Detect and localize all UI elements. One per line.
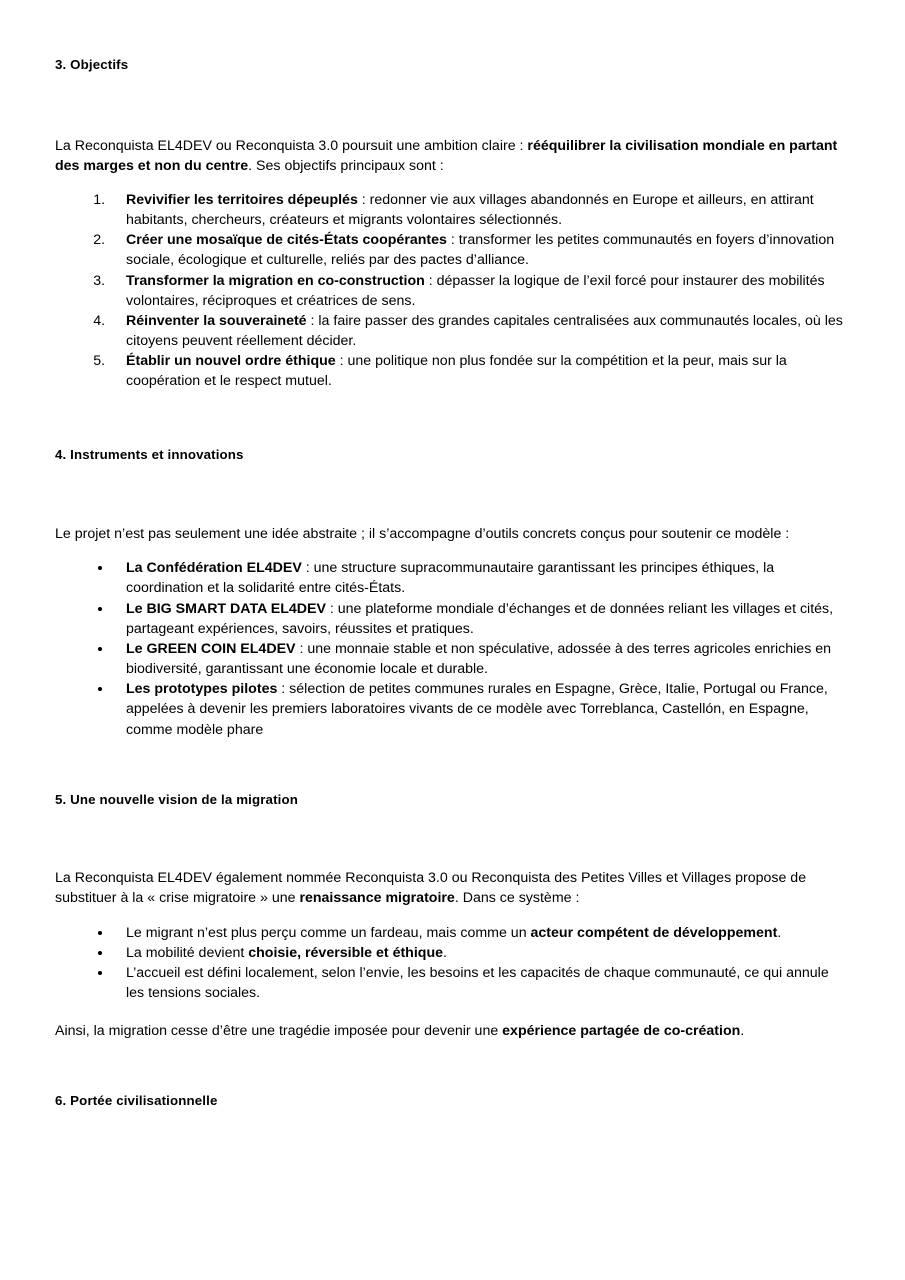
list-item-text-after: . [777,924,782,941]
intro-text-before: La Reconquista EL4DEV ou Reconquista 3.0 poursuit une ambition claire : [55,137,528,154]
list-item [113,963,850,1003]
list-item [113,923,850,943]
list-item [113,679,850,739]
list-item-text: : redonner vie aux villages abandonnés en Europe et ailleurs, en attirant habitants, chercheurs, créateurs et migrants volontaires sélectionnés. [126,191,814,229]
document-body [55,0,850,1110]
list-item-title: Réinventer la souveraineté [126,312,307,329]
section-heading-objectifs: 3. Objectifs [55,57,129,72]
paragraph-objectifs-intro [55,136,850,176]
section-heading-instruments: 4. Instruments et innovations [55,447,244,463]
section-heading-migration: 5. Une nouvelle vision de la migration [55,791,298,807]
list-item [109,271,850,311]
list-item-text: : une monnaie stable et non spéculative, adossée à des terres agricoles enrichies en biodiversité, garantissant une économie locale et durable. [126,640,832,678]
list-item [113,639,850,679]
list-item-text-after: . [443,944,447,961]
instruments-list [55,558,850,739]
closing-text-after: . [740,1023,745,1040]
list-item-text: : sélection de petites communes rurales en Espagne, Grèce, Italie, Portugal ou France, appelées à devenir les premiers laboratoires vivants de ce modèle avec Torreblanca, Castellón, en Espagne, comme modèle phare [126,681,828,738]
list-item-text: : la faire passer des grandes capitales centralisées aux communautés locales, où les citoyens peuvent réellement décider. [126,312,843,350]
objectifs-list [55,190,850,392]
list-item-text: : une plateforme mondiale d’échanges et de données reliant les villages et cités, partageant expériences, savoirs, réussites et pratiques. [126,600,834,637]
list-item-title: Revivifier les territoires dépeuplés [126,191,358,208]
list-item-text: : une politique non plus fondée sur la compétition et la peur, mais sur la coopération et le respect mutuel. [126,353,787,390]
intro-text-bold: renaissance migratoire [299,890,455,907]
list-item-title: Transformer la migration en co-construction [126,272,425,289]
paragraph-instruments-intro: Le projet n’est pas seulement une idée abstraite ; il s’accompagne d’outils concrets conçus pour soutenir ce modèle : [55,526,790,543]
intro-text-before: La Reconquista EL4DEV également nommée Reconquista 3.0 ou Reconquista des Petites Villes et Villages propose de substituer à la « crise migratoire » une [55,870,807,907]
intro-text-after: . Ses objectifs principaux sont : [248,157,444,174]
list-item [109,311,850,351]
list-item-title: La Confédération EL4DEV [126,560,302,577]
list-item-title: Les prototypes pilotes [126,681,278,698]
list-item-title: Le GREEN COIN EL4DEV [126,640,296,657]
closing-text-bold: expérience partagée de co-création [502,1023,741,1040]
list-item-emphasis: acteur compétent de développement [530,924,778,941]
list-item-title: Le BIG SMART DATA EL4DEV [126,600,326,617]
list-item-text-before: L’accueil est défini localement, selon l’envie, les besoins et les capacités de chaque communauté, ce qui annule les tensions sociales. [126,964,829,1002]
list-item-text: : une structure supracommunautaire garantissant les principes éthiques, la coordination et la solidarité entre cités-États. [126,560,775,597]
list-item-title: Créer une mosaïque de cités-États coopérantes [126,232,447,249]
list-item [109,351,850,391]
list-item-text: : transformer les petites communautés en foyers d’innovation sociale, écologique et culturelle, reliés par des pactes d’alliance. [126,232,835,269]
paragraph-migration-intro [55,868,850,908]
paragraph-migration-closing [55,1021,850,1041]
list-item [113,599,850,639]
closing-text-before: Ainsi, la migration cesse d’être une tragédie imposée pour devenir une [55,1023,503,1040]
list-item-text: : dépasser la logique de l’exil forcé pour instaurer des mobilités volontaires, réciproques et créatrices de sens. [126,272,825,309]
list-item [113,558,850,598]
intro-text-bold: rééquilibrer la civilisation mondiale en partant des marges et non du centre [55,137,838,174]
section-heading-portee: 6. Portée civilisationnelle [55,1093,218,1109]
list-item-emphasis: choisie, réversible et éthique [248,944,444,961]
list-item-text-before: Le migrant n’est plus perçu comme un fardeau, mais comme un [126,924,531,941]
list-item [109,190,850,230]
list-item [109,230,850,270]
migration-list [55,923,850,1004]
list-item-title: Établir un nouvel ordre éthique [126,353,336,370]
list-item [113,943,850,963]
list-item-text-before: La mobilité devient [126,944,249,961]
intro-text-after: . Dans ce système : [454,890,580,907]
